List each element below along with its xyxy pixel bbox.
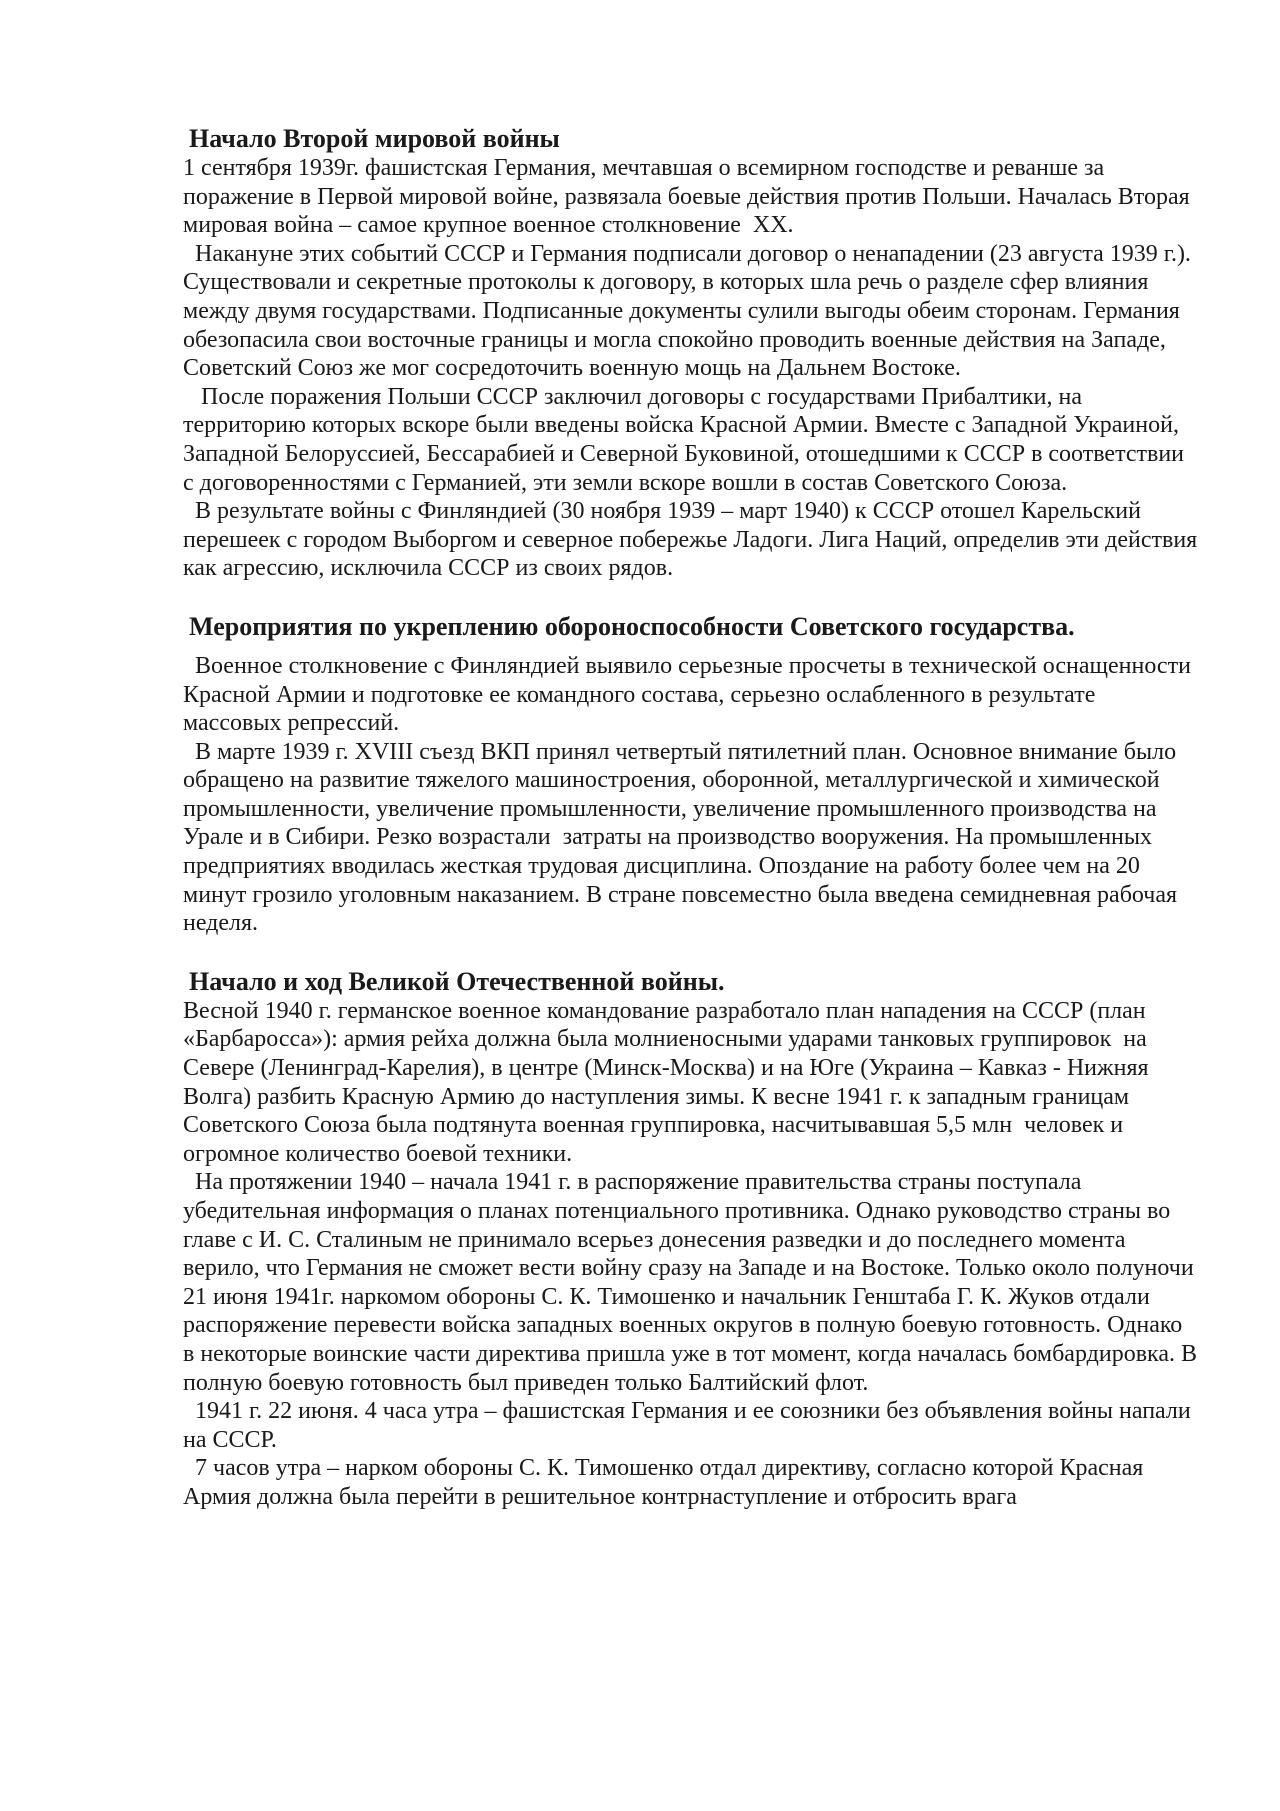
paragraph: В результате войны с Финляндией (30 ноября 1939 – март 1940) к СССР отошел Карельский перешеек с городом Выборгом и северное побережье Ладоги. Лига Наций, определив эти действия как агрессию, исключила СССР из своих рядов.: [183, 498, 1204, 582]
paragraph: 1 сентября 1939г. фашистская Германия, мечтавшая о всемирном господстве и реванше за поражение в Первой мировой войне, развязала боевые действия против Польши. Началась Вторая мировая война – самое крупное военное столкновение ХХ.: [183, 155, 1196, 239]
paragraph: 7 часов утра – нарком обороны С. К. Тимошенко отдал директиву, согласно которой Красная Армия должна была перейти в решительное контрнаступление и отбросить врага: [183, 1455, 1150, 1510]
paragraph: Накануне этих событий СССР и Германия подписали договор о ненападении (23 августа 1939 г.). Существовали и секретные протоколы к договору, в которых шла речь о разделе сфер влияния между двумя государствами. Подписанные документы сулили выгоды обеим сторонам. Германия обезопасила свои восточные границы и могла спокойно проводить военные действия на Западе, Советский Союз же мог сосредоточить военную мощь на Дальнем Востоке.: [183, 240, 1197, 382]
document-page: [183, 118, 1204, 1512]
paragraph: На протяжении 1940 – начала 1941 г. в распоряжение правительства страны поступала убедительная информация о планах потенциального противника. Однако руководство страны во главе с И. С. Сталиным не принимало всерьез донесения разведки и до последнего момента верило, что Германия не сможет вести войну сразу на Западе и на Востоке. Только около полуночи 21 июня 1941г. наркомом обороны С. К. Тимошенко и начальник Генштаба Г. К. Жуков отдали распоряжение перевести войска западных военных округов в полную боевую готовность. Однако в некоторые воинские части директива пришла уже в тот момент, когда началась бомбардировка. В полную боевую готовность был приведен только Балтийский флот.: [183, 1169, 1203, 1396]
paragraph: Весной 1940 г. германское военное командование разработало план нападения на СССР (план «Барбаросса»): армия рейха должна была молниеносными ударами танковых группировок на Севере (Ленинград-Карелия), в центре (Минск-Москва) и на Юге (Украина – Кавказ - Нижняя Волга) разбить Красную Армию до наступления зимы. К весне 1941 г. к западным границам Советского Союза была подтянута военная группировка, насчитывавшая 5,5 млн человек и огромное количество боевой техники.: [183, 997, 1155, 1167]
paragraph: После поражения Польши СССР заключил договоры с государствами Прибалтики, на территорию которых вскоре были введены войска Красной Армии. Вместе с Западной Украиной, Западной Белоруссией, Бессарабией и Северной Буковиной, отошедшими к СССР в соответствии с договоренностями с Германией, эти земли вскоре вошли в состав Советского Союза.: [183, 383, 1191, 496]
section-title-defense-measures: Мероприятия по укреплению обороноспособности Советского государства.: [189, 611, 1075, 641]
section-title-ww2-start: Начало Второй мировой войны: [189, 124, 560, 153]
paragraph: 1941 г. 22 июня. 4 часа утра – фашистская Германия и ее союзники без объявления войны напали на СССР.: [183, 1398, 1197, 1453]
section-title-great-patriotic-war: Начало и ход Великой Отечественной войны.: [189, 966, 725, 996]
paragraph: В марте 1939 г. XVIII съезд ВКП принял четвертый пятилетний план. Основное внимание было обращено на развитие тяжелого машиностроения, оборонной, металлургической и химической промышленности, увеличение промышленности, увеличение промышленного производства на Урале и в Сибири. Резко возрастали затраты на производство вооружения. На промышленных предприятиях вводилась жесткая трудовая дисциплина. Опоздание на работу более чем на 20 минут грозило уголовным наказанием. В стране повсеместно была введена семидневная рабочая неделя.: [183, 738, 1184, 937]
paragraph: Военное столкновение с Финляндией выявило серьезные просчеты в технической оснащенности Красной Армии и подготовке ее командного состава, серьезно ослабленного в результате массовых репрессий.: [183, 652, 1197, 737]
